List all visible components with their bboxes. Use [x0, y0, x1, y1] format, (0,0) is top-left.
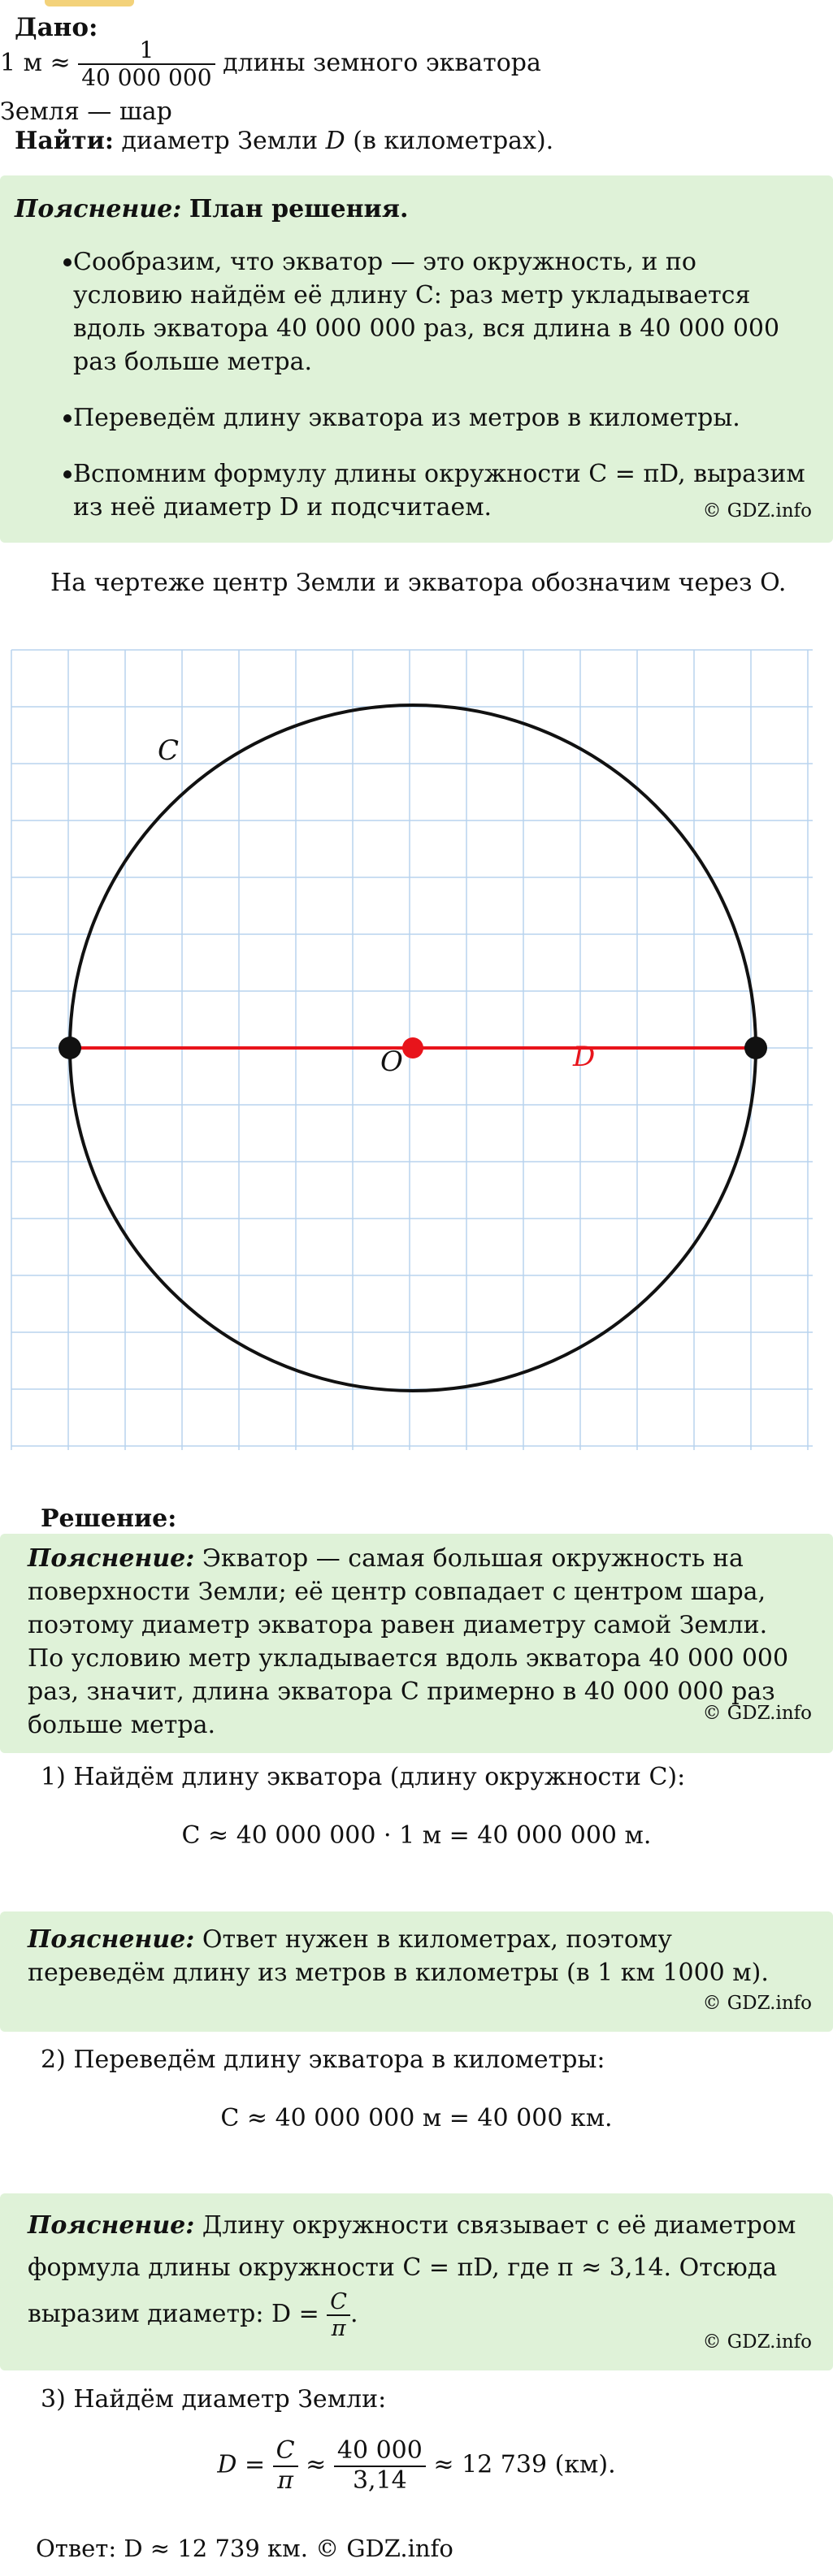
find-line [15, 127, 553, 155]
given-frac-den: 40 000 000 [81, 64, 212, 92]
plan-bullet-3: Вспомним формулу длины окружности C = πD, выразим из неё диаметр D и подсчитаем. [0, 457, 813, 524]
plan-heading [15, 195, 408, 223]
box3-frac-num: C [327, 2289, 350, 2316]
step1-text: 1) Найдём длину экватора (длину окружности C): [41, 1763, 686, 1791]
box3-frac-den: π [331, 2316, 346, 2342]
drawing-caption: На чертеже центр Земли и экватора обозначим через O. [50, 569, 787, 597]
step2-text: 2) Переведём длину экватора в километры: [41, 2046, 605, 2074]
solution-heading: Решение: [41, 1504, 177, 1533]
box3-expr-left: D = [271, 2300, 319, 2329]
answer-copyright: © GDZ.info [315, 2535, 453, 2562]
box3-text [28, 2205, 805, 2341]
formula3-frac2-num: 40 000 [334, 2437, 426, 2467]
box2-copyright: © GDZ.info [702, 1993, 812, 2014]
formula-3 [0, 2437, 833, 2495]
box1-copyright: © GDZ.info [702, 1703, 812, 1724]
formula3-frac2-den: 3,14 [352, 2466, 407, 2495]
plan-bullet-2: Переведём длину экватора из метров в километры. [0, 401, 813, 435]
given-line2: Земля — шар [0, 97, 172, 126]
equator-diagram [0, 642, 833, 1470]
formula3-left: D = [217, 2450, 266, 2479]
bullet-dot-icon [63, 258, 72, 266]
given-fraction [78, 37, 215, 91]
find-var: D [325, 127, 345, 155]
box3-expr-end: . [349, 2300, 358, 2329]
find-unit: (в километрах). [353, 127, 554, 155]
box2-body: Ответ нужен в километрах, поэтому переведём длину из метров в километры (в 1 км 1000 м). [28, 1925, 769, 1987]
solution-explanation-box-1 [0, 1534, 833, 1753]
diameter-label: D [573, 1041, 596, 1073]
box3-label: Пояснение: [28, 2211, 195, 2240]
given-equation [0, 37, 541, 91]
bullet-dot-icon [63, 470, 72, 478]
formula3-frac2 [334, 2437, 426, 2495]
formula-1: C ≈ 40 000 000 · 1 м = 40 000 000 м. [181, 1821, 652, 1850]
box1-text [28, 1542, 805, 1742]
plan-copyright: © GDZ.info [702, 500, 812, 522]
box2-text [28, 1923, 805, 1989]
center-point [402, 1037, 423, 1059]
solution-explanation-box-3 [0, 2193, 833, 2370]
formula3-result: ≈ 12 739 (км). [433, 2450, 616, 2479]
plan-explanation-box [0, 175, 833, 543]
top-tab [45, 0, 134, 6]
center-label: O [380, 1046, 403, 1078]
plan-bullet-1: Сообразим, что экватор — это окружность, и по условию найдём её длину C: раз метр укладывается вдоль экватора 40 000 000 раз, вся длина в 40 000 000 раз больше метра. [0, 245, 813, 379]
find-label: Найти: [15, 127, 114, 155]
answer-text: Ответ: D ≈ 12 739 км. [36, 2535, 308, 2562]
diameter-endpoint-right [744, 1037, 767, 1059]
formula3-frac1 [273, 2437, 298, 2495]
box2-label: Пояснение: [28, 1925, 195, 1954]
plan-bullet-list [0, 245, 813, 547]
answer-line [36, 2535, 453, 2562]
plan-label: Пояснение: [15, 195, 182, 223]
formula3-approx: ≈ [306, 2450, 327, 2479]
step3-text: 3) Найдём диаметр Земли: [41, 2385, 387, 2414]
formula3-frac1-num: C [273, 2437, 298, 2467]
formula3-frac1-den: π [277, 2466, 293, 2495]
box3-copyright: © GDZ.info [702, 2331, 812, 2353]
box3-body: Длину окружности связывает с её диаметром формула длины окружности C = πD, где π ≈ 3,14. Отсюда выразим диаметр: [28, 2211, 796, 2329]
box1-body: Экватор — самая большая окружность на поверхности Земли; её центр совпадает с центром шара, поэтому диаметр экватора равен диаметру самой Земли. По условию метр укладывается вдоль экватора 40 000 000 раз, значит, длина экватора C примерно в 40 000 000 раз больше метра. [28, 1544, 789, 1739]
circle-label: C [158, 734, 180, 767]
plan-title: План решения. [189, 195, 409, 223]
box1-label: Пояснение: [28, 1544, 195, 1573]
given-eq-right: длины земного экватора [223, 49, 541, 78]
given-frac-num: 1 [78, 37, 215, 65]
given-heading: Дано: [15, 13, 98, 42]
solution-explanation-box-2 [0, 1911, 833, 2032]
given-eq-left: 1 м ≈ [0, 49, 71, 78]
find-text: диаметр Земли [121, 127, 319, 155]
formula-2: C ≈ 40 000 000 м = 40 000 км. [220, 2104, 613, 2132]
box3-fraction [327, 2289, 350, 2341]
bullet-dot-icon [63, 414, 72, 422]
diameter-endpoint-left [59, 1037, 81, 1059]
